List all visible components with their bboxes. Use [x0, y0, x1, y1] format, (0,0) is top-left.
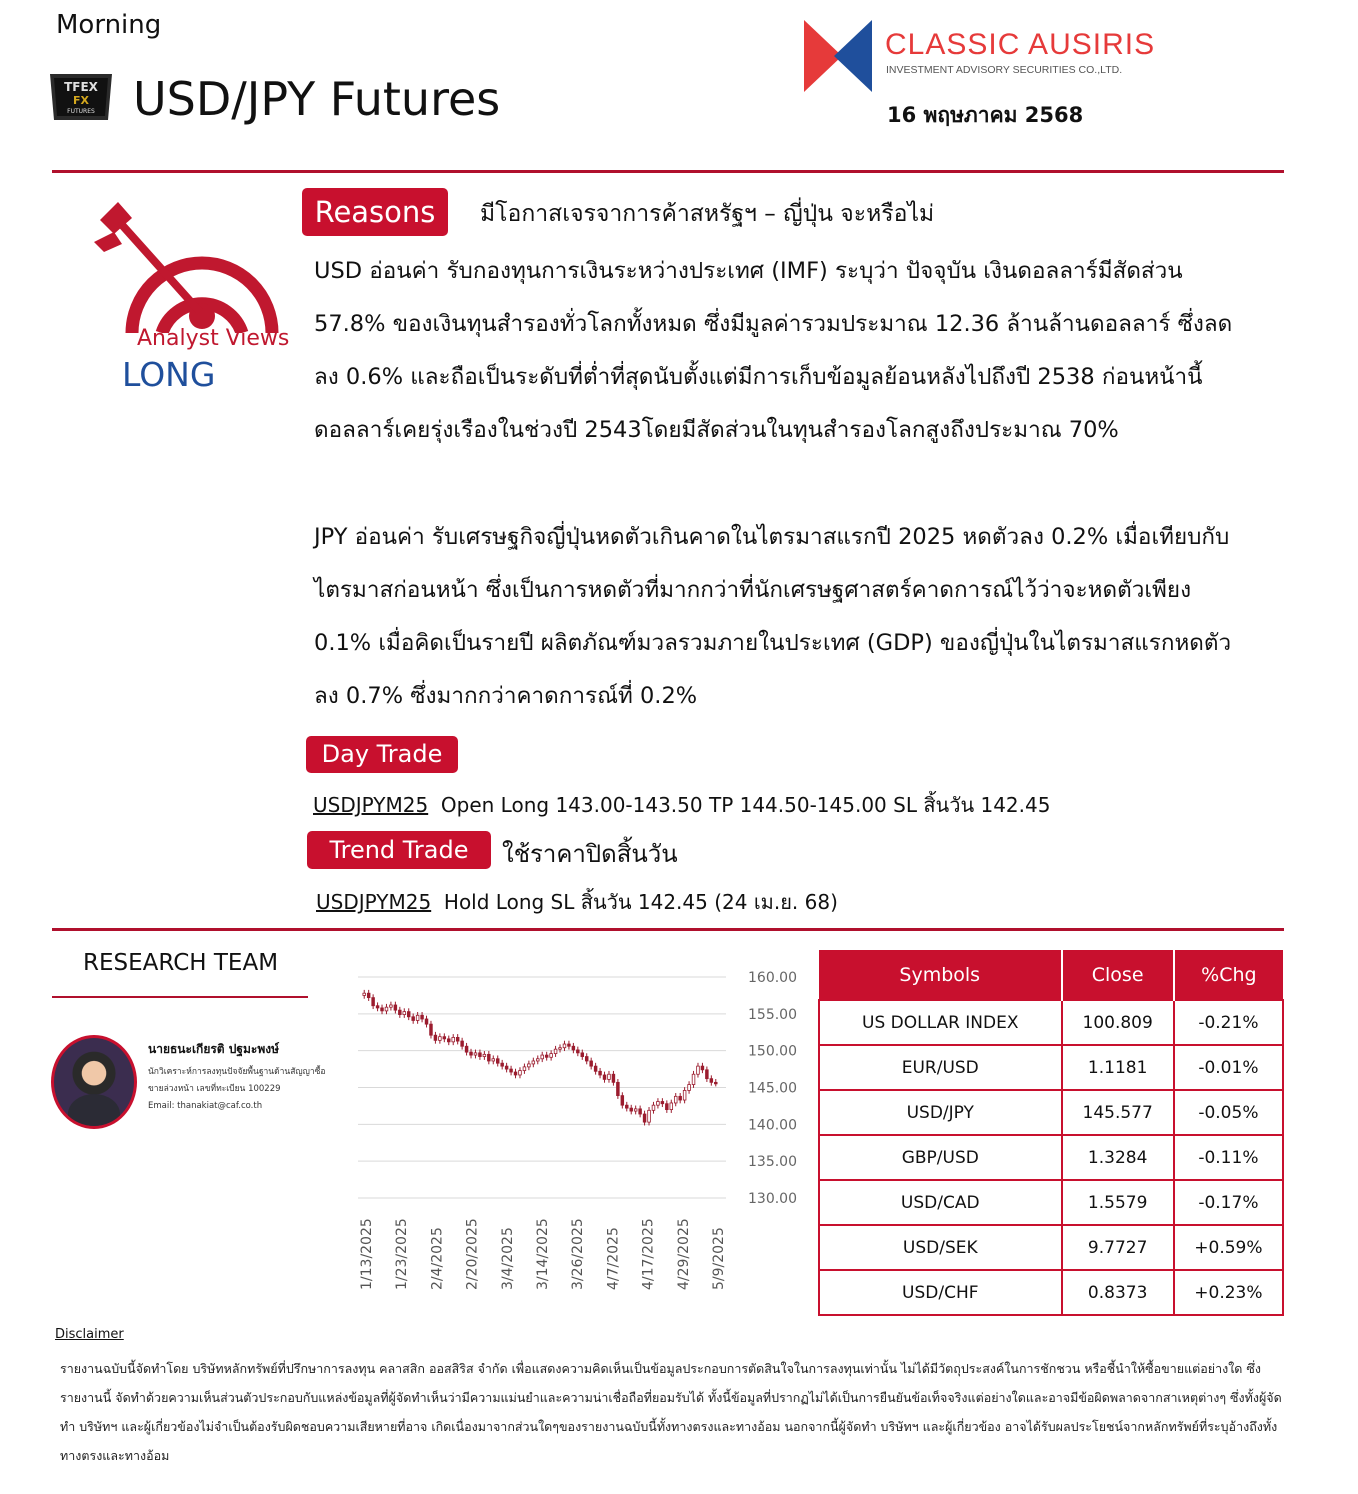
- trend-trade-note: ใช้ราคาปิดสิ้นวัน: [502, 840, 678, 868]
- candle-body: [372, 998, 375, 1006]
- table-row: [819, 1225, 1283, 1270]
- candle-body: [710, 1079, 713, 1083]
- candle-body: [367, 993, 370, 997]
- chg-cell: -0.17%: [1174, 1180, 1283, 1225]
- candle-body: [652, 1105, 655, 1110]
- table-row: [819, 1045, 1283, 1090]
- section-divider: [52, 928, 1284, 931]
- candle-body: [643, 1114, 646, 1122]
- candle-body: [425, 1019, 428, 1024]
- day-trade-badge: Day Trade: [306, 736, 458, 773]
- chg-cell: -0.21%: [1174, 1000, 1283, 1045]
- candle-body: [617, 1082, 620, 1095]
- table-row: [819, 1135, 1283, 1180]
- y-tick-label: 140.00: [748, 1117, 797, 1134]
- y-tick-label: 135.00: [748, 1154, 797, 1171]
- close-cell: 100.809: [1062, 1000, 1174, 1045]
- candle-body: [679, 1096, 682, 1100]
- day-trade-line: [313, 789, 1050, 821]
- chg-cell: +0.59%: [1174, 1225, 1283, 1270]
- candle-body: [563, 1044, 566, 1048]
- reasons-badge: Reasons: [302, 188, 448, 236]
- candle-body: [394, 1005, 397, 1010]
- candle-body: [416, 1015, 419, 1020]
- candle-body: [692, 1074, 695, 1084]
- candle-body: [590, 1061, 593, 1066]
- y-tick-label: 155.00: [748, 1006, 797, 1023]
- close-cell: 145.577: [1062, 1090, 1174, 1135]
- target-arrow-icon: [92, 198, 297, 333]
- candle-body: [554, 1049, 557, 1053]
- candle-body: [465, 1046, 468, 1052]
- symbol-cell: GBP/USD: [819, 1135, 1062, 1180]
- candle-body: [661, 1101, 664, 1103]
- market-summary-table: [818, 950, 1284, 1316]
- x-axis-label: 1/23/2025: [394, 1218, 411, 1290]
- candle-body: [487, 1054, 490, 1061]
- trend-trade-detail: Hold Long SL สิ้นวัน 142.45 (24 เม.ย. 68): [443, 890, 838, 914]
- brand-subtitle: INVESTMENT ADVISORY SECURITIES CO.,LTD.: [886, 64, 1123, 76]
- y-tick-label: 160.00: [748, 970, 797, 986]
- close-cell: 9.7727: [1062, 1225, 1174, 1270]
- analyst-avatar: [51, 1035, 137, 1129]
- trend-trade-badge: Trend Trade: [307, 831, 491, 869]
- candle-body: [376, 1006, 379, 1008]
- y-tick-label: 130.00: [748, 1191, 797, 1207]
- candle-body: [621, 1096, 624, 1106]
- candle-body: [568, 1044, 571, 1046]
- candle-body: [447, 1039, 450, 1042]
- trend-trade-symbol: USDJPYM25: [316, 890, 432, 914]
- chg-cell: -0.05%: [1174, 1090, 1283, 1135]
- symbol-cell: USD/CAD: [819, 1180, 1062, 1225]
- tfex-logo-icon: [46, 72, 116, 122]
- x-axis-label: 4/7/2025: [605, 1227, 622, 1290]
- page-title: USD/JPY Futures: [133, 72, 501, 126]
- y-tick-label: 150.00: [748, 1043, 797, 1060]
- candle-body: [452, 1037, 455, 1041]
- candle-body: [639, 1109, 642, 1114]
- candle-body: [528, 1064, 531, 1067]
- candle-body: [576, 1050, 579, 1053]
- header-symbols: Symbols: [819, 950, 1062, 1000]
- x-axis-label: 3/26/2025: [570, 1218, 587, 1290]
- candle-body: [697, 1066, 700, 1074]
- table-row: [819, 1180, 1283, 1225]
- research-team-rule: [52, 996, 308, 998]
- x-axis-label: 5/9/2025: [711, 1227, 727, 1290]
- day-trade-symbol: USDJPYM25: [313, 793, 429, 817]
- candle-body: [585, 1057, 588, 1061]
- candle-body: [514, 1072, 517, 1075]
- header-divider: [52, 170, 1284, 173]
- candle-body: [483, 1054, 486, 1056]
- candle-body: [390, 1005, 393, 1007]
- candle-body: [625, 1105, 628, 1108]
- x-axis-label: 3/4/2025: [499, 1227, 516, 1290]
- candle-body: [456, 1037, 459, 1041]
- candle-body: [510, 1069, 513, 1072]
- candle-body: [550, 1054, 553, 1058]
- x-axis-label: 2/4/2025: [429, 1227, 446, 1290]
- stance-label: LONG: [122, 355, 216, 394]
- table-row: [819, 1270, 1283, 1315]
- candle-body: [657, 1101, 660, 1105]
- close-cell: 1.5579: [1062, 1180, 1174, 1225]
- candle-body: [608, 1074, 611, 1079]
- candle-body: [612, 1074, 615, 1082]
- candle-body: [474, 1053, 477, 1055]
- candle-body: [407, 1012, 410, 1017]
- candle-body: [665, 1104, 668, 1110]
- candle-body: [536, 1059, 539, 1061]
- candle-body: [541, 1055, 544, 1059]
- symbol-cell: USD/CHF: [819, 1270, 1062, 1315]
- candle-body: [385, 1007, 388, 1011]
- table-row: [819, 1000, 1283, 1045]
- candle-body: [496, 1059, 499, 1063]
- candle-body: [581, 1053, 584, 1057]
- candle-body: [470, 1052, 473, 1055]
- candle-body: [559, 1048, 562, 1050]
- candle-body: [439, 1037, 442, 1041]
- symbol-cell: EUR/USD: [819, 1045, 1062, 1090]
- candle-body: [594, 1066, 597, 1071]
- candle-body: [412, 1017, 415, 1021]
- close-cell: 1.1181: [1062, 1045, 1174, 1090]
- trend-trade-line: [316, 886, 838, 918]
- candle-body: [381, 1008, 384, 1011]
- brand-name: CLASSIC AUSIRIS: [885, 28, 1156, 61]
- x-axis-label: 4/17/2025: [640, 1218, 657, 1290]
- chg-cell: -0.11%: [1174, 1135, 1283, 1180]
- candle-body: [683, 1090, 686, 1100]
- analyst-email: Email: thanakiat@caf.co.th: [148, 1101, 263, 1111]
- reasons-paragraph-jpy: JPY อ่อนค่า รับเศรษฐกิจญี่ปุ่นหดตัวเกินคาดในไตรมาสแรกปี 2025 หดตัวลง 0.2% เมื่อเทียบกับไตรมาสก่อนหน้า ซึ่งเป็นการหดตัวที่มากกว่าที่นักเศรษฐศาสตร์คาดการณ์ไว้ว่าจะหดตัวเพียง 0.1% เมื่อคิดเป็นรายปี ผลิตภัณฑ์มวลรวมภายในประเทศ (GDP) ของญี่ปุ่นในไตรมาสแรกหดตัวลง 0.7% ซึ่งมากกว่าคาดการณ์ที่ 0.2%: [314, 524, 1232, 709]
- candle-body: [363, 993, 366, 995]
- analyst-name: นายธนะเกียรติ ปฐมะพงษ์: [148, 1042, 280, 1056]
- report-date: 16 พฤษภาคม 2568: [887, 103, 1084, 127]
- candle-body: [430, 1024, 433, 1035]
- x-axis-label: 3/14/2025: [535, 1218, 551, 1290]
- close-cell: 0.8373: [1062, 1270, 1174, 1315]
- candle-body: [434, 1035, 437, 1040]
- x-axis-label: 4/29/2025: [675, 1218, 692, 1290]
- usdjpy-candlestick-chart: [350, 960, 810, 1300]
- candle-body: [398, 1010, 401, 1014]
- classic-ausiris-logo-icon: [802, 20, 874, 92]
- table-row: [819, 1090, 1283, 1135]
- candle-body: [523, 1067, 526, 1071]
- analyst-info: [148, 1064, 326, 1115]
- candle-body: [714, 1082, 717, 1084]
- candle-body: [519, 1071, 522, 1075]
- candle-body: [670, 1103, 673, 1110]
- analyst-role: นักวิเคราะห์การลงทุนปัจจัยพื้นฐานด้านสัญญาซื้อ: [148, 1067, 326, 1077]
- tfex-logo-line1: TFEX: [64, 80, 98, 94]
- candle-body: [501, 1063, 504, 1066]
- disclaimer-text: รายงานฉบับนี้จัดทำโดย บริษัทหลักทรัพย์ที่ปรึกษาการลงทุน คลาสสิก ออสสิริส จำกัด เพื่อแสดงความคิดเห็นเป็นข้อมูลประกอบการตัดสินใจในการลงทุนเท่านั้น ไม่ได้มีวัตถุประสงค์ในการชักชวน หรือชี้นำให้ซื้อขายแต่อย่างใด ซึ่งรายงานนี้ จัดทำด้วยความเห็นส่วนตัวประกอบกับแหล่งข้อมูลที่ผู้จัดทำเห็นว่ามีความแม่นยำและความน่าเชื่อถือที่ยอมรับได้ ทั้งนี้ข้อมูลที่ปรากฏไม่ได้เป็นการยืนยันข้อเท็จจริงแต่อย่างใดและอาจมีข้อผิดพลาดจากสาเหตุต่างๆ ซึ่งทั้งผู้จัดทำ บริษัทฯ และผู้เกี่ยวข้องไม่จำเป็นต้องรับผิดชอบความเสียหายที่อาจ เกิดเนื่องมาจากส่วนใดๆของรายงานฉบับนี้ทั้งทางตรงและทางอ้อม นอกจากนี้ผู้จัดทำ บริษัทฯ และผู้เกี่ยวข้อง อาจได้รับผลประโยชน์จากหลักทรัพย์ที่ระบุอ้างถึงทั้งทางตรงและทางอ้อม: [60, 1361, 1282, 1463]
- candle-body: [461, 1041, 464, 1046]
- x-axis-label: 1/13/2025: [359, 1218, 375, 1290]
- symbol-cell: US DOLLAR INDEX: [819, 1000, 1062, 1045]
- candle-body: [443, 1037, 446, 1039]
- candle-body: [701, 1066, 704, 1070]
- candle-body: [479, 1053, 482, 1057]
- header-chg: %Chg: [1174, 950, 1283, 1000]
- edition-label: Morning: [56, 10, 162, 40]
- close-cell: 1.3284: [1062, 1135, 1174, 1180]
- symbol-cell: USD/JPY: [819, 1090, 1062, 1135]
- candle-body: [599, 1071, 602, 1075]
- candle-body: [492, 1059, 495, 1061]
- candle-body: [630, 1108, 633, 1111]
- analyst-license: ขายล่วงหน้า เลขที่ทะเบียน 100229: [148, 1084, 281, 1094]
- research-team-title: RESEARCH TEAM: [83, 950, 279, 976]
- chg-cell: +0.23%: [1174, 1270, 1283, 1315]
- candle-body: [706, 1070, 709, 1079]
- candle-body: [505, 1066, 508, 1069]
- y-tick-label: 145.00: [748, 1080, 797, 1097]
- symbol-cell: USD/SEK: [819, 1225, 1062, 1270]
- candle-body: [572, 1046, 575, 1050]
- chg-cell: -0.01%: [1174, 1045, 1283, 1090]
- reasons-paragraph-usd: USD อ่อนค่า รับกองทุนการเงินระหว่างประเทศ (IMF) ระบุว่า ปัจจุบัน เงินดอลลาร์มีสัดส่วน 57.8% ของเงินทุนสำรองทั่วโลกทั้งหมด ซึ่งมีมูลค่ารวมประมาณ 12.36 ล้านล้านดอลลาร์ ซึ่งลดลง 0.6% และถือเป็นระดับที่ต่ำที่สุดนับตั้งแต่มีการเก็บข้อมูลย้อนหลังไปถึงปี 2538 ก่อนหน้านี้ดอลลาร์เคยรุ่งเรืองในช่วงปี 2543โดยมีสัดส่วนในทุนสำรองโลกสูงถึงประมาณ 70%: [314, 258, 1233, 443]
- tfex-logo-line3: FUTURES: [67, 108, 95, 115]
- candle-body: [532, 1061, 535, 1064]
- header-close: Close: [1062, 950, 1174, 1000]
- disclaimer-title: Disclaimer: [55, 1327, 124, 1342]
- tfex-logo-line2: FX: [73, 94, 89, 107]
- candle-body: [545, 1055, 548, 1057]
- candle-body: [421, 1015, 424, 1019]
- analyst-views-label: Analyst Views: [137, 326, 290, 351]
- x-axis-label: 2/20/2025: [464, 1218, 481, 1290]
- candle-body: [688, 1085, 691, 1091]
- candle-body: [648, 1110, 651, 1122]
- candle-body: [403, 1012, 406, 1015]
- candle-body: [603, 1075, 606, 1079]
- day-trade-detail: Open Long 143.00-143.50 TP 144.50-145.00 SL สิ้นวัน 142.45: [440, 793, 1051, 817]
- reasons-headline: มีโอกาสเจรจาการค้าสหรัฐฯ – ญี่ปุ่น จะหรือไม่: [480, 201, 935, 227]
- candle-body: [634, 1109, 637, 1111]
- candle-body: [674, 1096, 677, 1103]
